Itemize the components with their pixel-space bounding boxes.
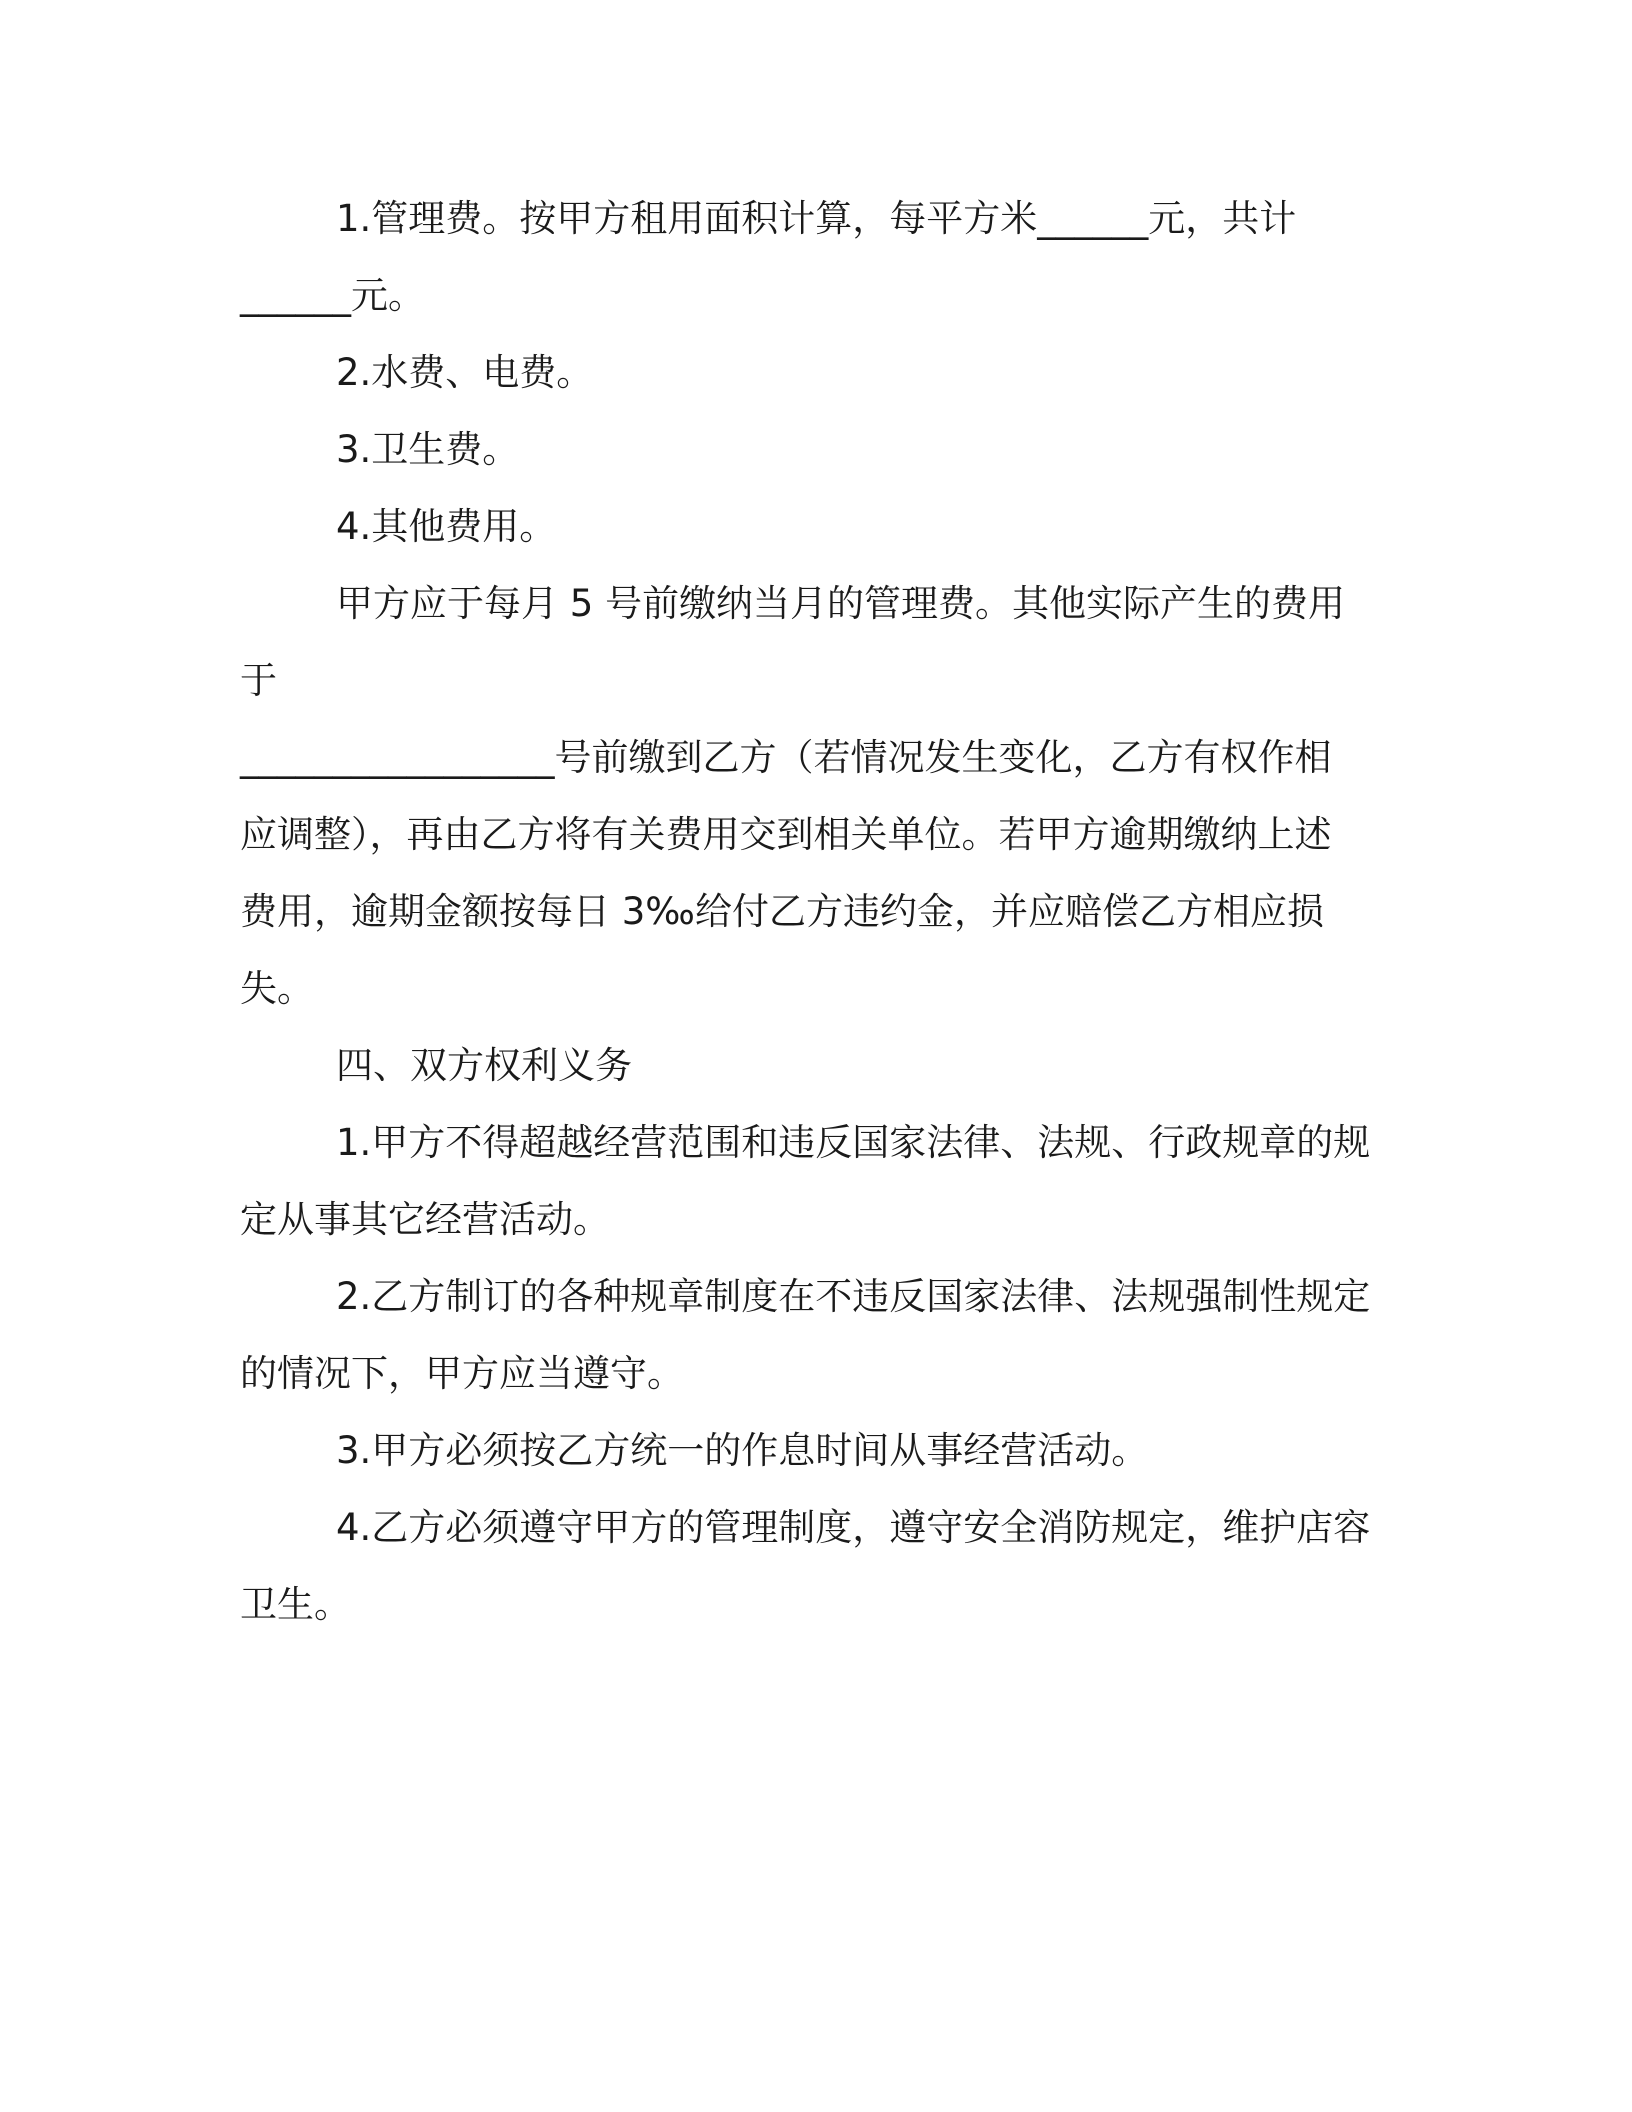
rights-item-3: 3.甲方必须按乙方统一的作息时间从事经营活动。: [336, 1429, 1149, 1472]
rights-item-4-cont: 卫生。: [240, 1583, 351, 1626]
rights-item-2: 2.乙方制订的各种规章制度在不违反国家法律、法规强制性规定: [336, 1275, 1371, 1318]
section-heading-rights: 四、双方权利义务: [336, 1044, 632, 1087]
rights-item-1: 1.甲方不得超越经营范围和违反国家法律、法规、行政规章的规: [336, 1121, 1371, 1164]
rights-item-4: 4.乙方必须遵守甲方的管理制度，遵守安全消防规定，维护店容: [336, 1506, 1371, 1549]
rights-item-2-cont: 的情况下，甲方应当遵守。: [240, 1352, 684, 1395]
payment-terms-line-2: _________________号前缴到乙方（若情况发生变化，乙方有权作相: [240, 736, 1332, 779]
item-management-fee: 1.管理费。按甲方租用面积计算，每平方米______元，共计: [336, 197, 1297, 240]
item-management-fee-cont: ______元。: [240, 274, 425, 317]
item-other-fees: 4.其他费用。: [336, 505, 557, 548]
rights-item-1-cont: 定从事其它经营活动。: [240, 1198, 610, 1241]
payment-terms-line-4: 费用，逾期金额按每日 3‰给付乙方违约金，并应赔偿乙方相应损失。: [240, 890, 1324, 1010]
document-page: [240, 180, 1380, 1643]
payment-terms-line-1: 甲方应于每月 5 号前缴纳当月的管理费。其他实际产生的费用于: [240, 582, 1346, 702]
item-water-electricity: 2.水费、电费。: [336, 351, 594, 394]
item-sanitation-fee: 3.卫生费。: [336, 428, 520, 471]
payment-terms-line-3: 应调整），再由乙方将有关费用交到相关单位。若甲方逾期缴纳上述: [240, 813, 1332, 856]
